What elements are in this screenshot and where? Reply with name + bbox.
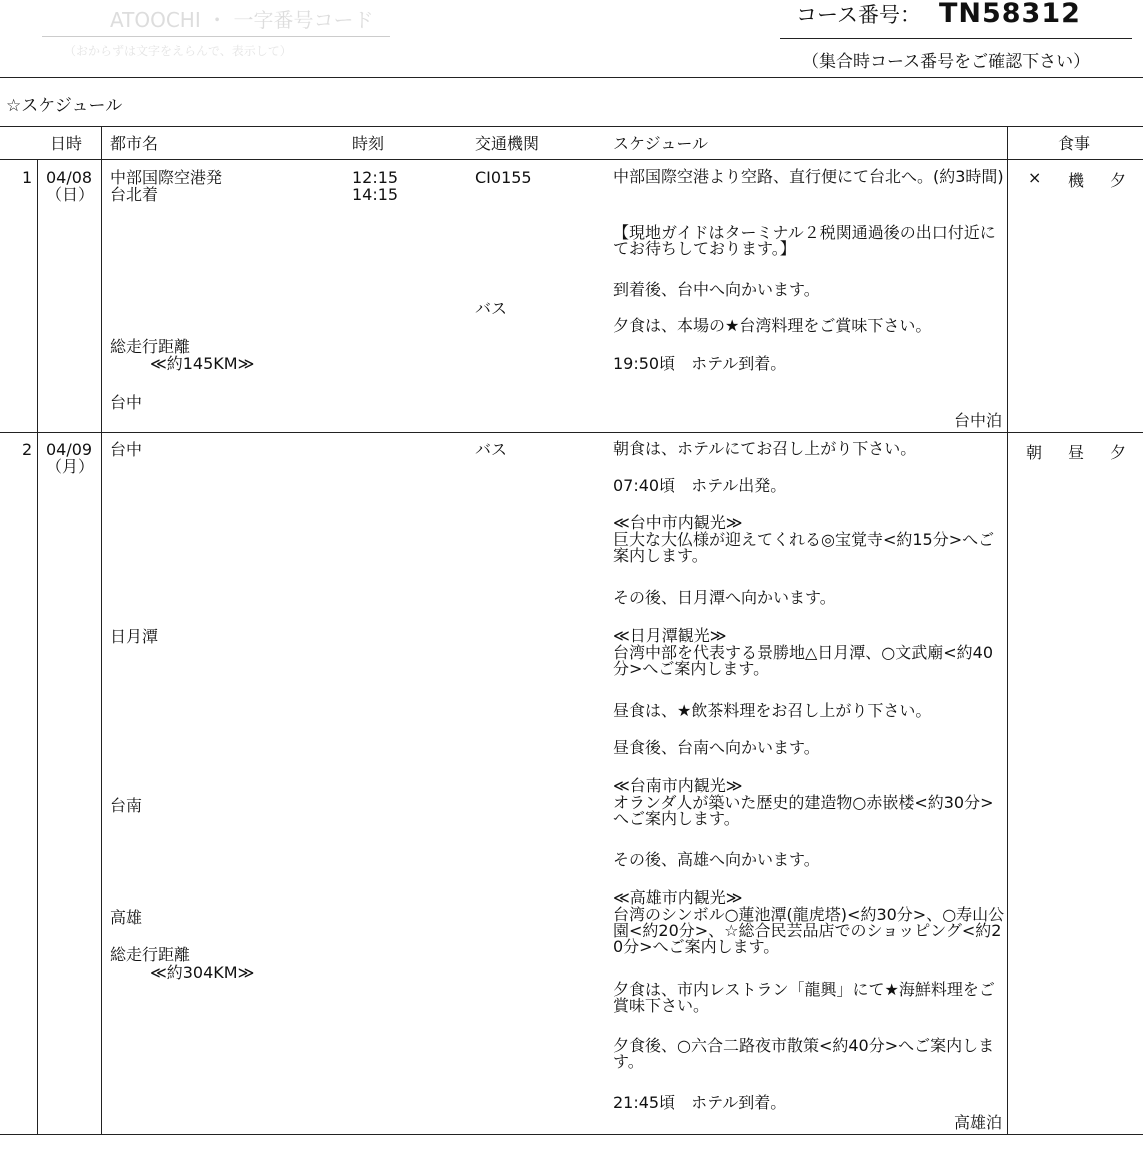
schedule-item: その後、高雄へ向かいます。: [613, 850, 820, 869]
course-number: TN58312: [938, 0, 1081, 29]
overnight-stay: 台中泊: [953, 411, 1002, 430]
distance-label: 総走行距離: [110, 945, 191, 964]
city-kaohsiung: 高雄: [110, 908, 143, 927]
transport-bus: バス: [475, 440, 508, 459]
table-top-border: [0, 126, 1143, 127]
meal-dinner: 夕: [1110, 443, 1127, 462]
schedule-item: その後、日月潭へ向かいます。: [613, 588, 836, 607]
distance-label: 総走行距離: [110, 337, 191, 356]
day-number: 2: [22, 440, 33, 459]
schedule-item: 21:45頃 ホテル到着。: [613, 1093, 787, 1112]
faded-subtitle: （おからずは文字をえらんで、表示して）: [64, 44, 292, 58]
schedule-item: 中部国際空港より空路、直行便にて台北へ。(約3時間): [613, 167, 1004, 186]
confirm-note: （集合時コース番号をご確認下さい）: [802, 52, 1091, 72]
schedule-item: 昼食後、台南へ向かいます。: [613, 738, 820, 757]
schedule-item: 夕食は、本場の★台湾料理をご賞味下さい。: [613, 316, 932, 335]
city-taichung: 台中: [110, 440, 143, 459]
day-date: 04/09: [46, 440, 93, 459]
meal-dinner: 夕: [1110, 171, 1127, 190]
course-number-block: [796, 0, 1081, 29]
transport-flight: CI0155: [475, 168, 532, 187]
schedule-item: ≪台南市内観光≫: [613, 776, 743, 795]
col-header-date: 日時: [50, 134, 83, 153]
section-title: ☆スケジュール: [6, 96, 123, 116]
schedule-item: 19:50頃 ホテル到着。: [613, 354, 787, 373]
overnight-stay: 高雄泊: [953, 1113, 1002, 1132]
schedule-item: 【現地ガイドはターミナル２税関通過後の出口付近にてお待ちしております。】: [613, 223, 996, 258]
col-header-city: 都市名: [110, 134, 159, 153]
schedule-item: 到着後、台中へ向かいます。: [613, 280, 820, 299]
schedule-table: [0, 126, 1143, 1136]
day-weekday: （日）: [46, 185, 95, 204]
col-header-time: 時刻: [352, 134, 385, 153]
col-divider-date: [101, 126, 102, 1134]
col-divider-schedule: [1007, 126, 1008, 1134]
schedule-item: ≪高雄市内観光≫: [613, 888, 743, 907]
col-divider-no: [37, 159, 38, 1134]
schedule-item: 昼食は、★飲茶料理をお召し上がり下さい。: [613, 701, 932, 720]
meal-breakfast: ×: [1028, 168, 1042, 187]
faded-rule: [42, 36, 390, 37]
schedule-item: ≪台中市内観光≫: [613, 513, 743, 532]
day-number: 1: [22, 168, 33, 187]
day-weekday: （月）: [46, 457, 95, 476]
city-sun-moon-lake: 日月潭: [110, 627, 159, 646]
schedule-item: ≪日月潭観光≫: [613, 626, 727, 645]
meal-lunch: 昼: [1068, 443, 1085, 462]
meal-lunch: 機: [1068, 171, 1085, 190]
schedule-item: 台湾中部を代表する景勝地△日月潭、○文武廟<約40分>へご案内します。: [613, 643, 994, 678]
course-underline: [780, 38, 1132, 39]
faded-title: ATOOCHI ・ 一字番号コード: [110, 8, 374, 32]
schedule-item: 07:40頃 ホテル出発。: [613, 476, 787, 495]
day-divider: [0, 432, 1143, 433]
city-arrival: 台北着: [110, 185, 159, 204]
time-arrival: 14:15: [352, 185, 399, 204]
distance-value: ≪約304KM≫: [150, 963, 255, 982]
col-header-transport: 交通機関: [475, 134, 540, 153]
time-departure: 12:15: [352, 168, 399, 187]
city-departure: 中部国際空港発: [110, 168, 223, 187]
schedule-item: オランダ人が築いた歴史的建造物○赤嵌楼<約30分>へご案内します。: [613, 793, 994, 828]
header-bottom-border: [0, 159, 1143, 160]
city-tainan: 台南: [110, 796, 143, 815]
distance-value: ≪約145KM≫: [150, 354, 255, 373]
schedule-item: 朝食は、ホテルにてお召し上がり下さい。: [613, 439, 917, 458]
schedule-item: 夕食は、市内レストラン「龍興」にて★海鮮料理をご賞味下さい。: [613, 980, 995, 1015]
schedule-item: 夕食後、○六合二路夜市散策<約40分>へご案内します。: [613, 1036, 995, 1071]
transport-bus: バス: [475, 299, 508, 318]
top-divider: [0, 77, 1143, 78]
city-stay: 台中: [110, 393, 143, 412]
course-label: コース番号：: [796, 3, 921, 27]
schedule-item: 巨大な大仏様が迎えてくれる◎宝覚寺<約15分>へご案内します。: [613, 530, 995, 565]
table-bottom-border: [0, 1134, 1143, 1135]
meal-breakfast: 朝: [1026, 443, 1043, 462]
col-header-meals: 食事: [1058, 134, 1091, 153]
schedule-item: 台湾のシンボル○蓮池潭(龍虎塔)<約30分>、○寿山公園<約20分>、☆総合民芸品店でのショッピング<約20分>へご案内します。: [613, 905, 1005, 956]
day-date: 04/08: [46, 168, 93, 187]
col-header-schedule: スケジュール: [613, 134, 709, 153]
